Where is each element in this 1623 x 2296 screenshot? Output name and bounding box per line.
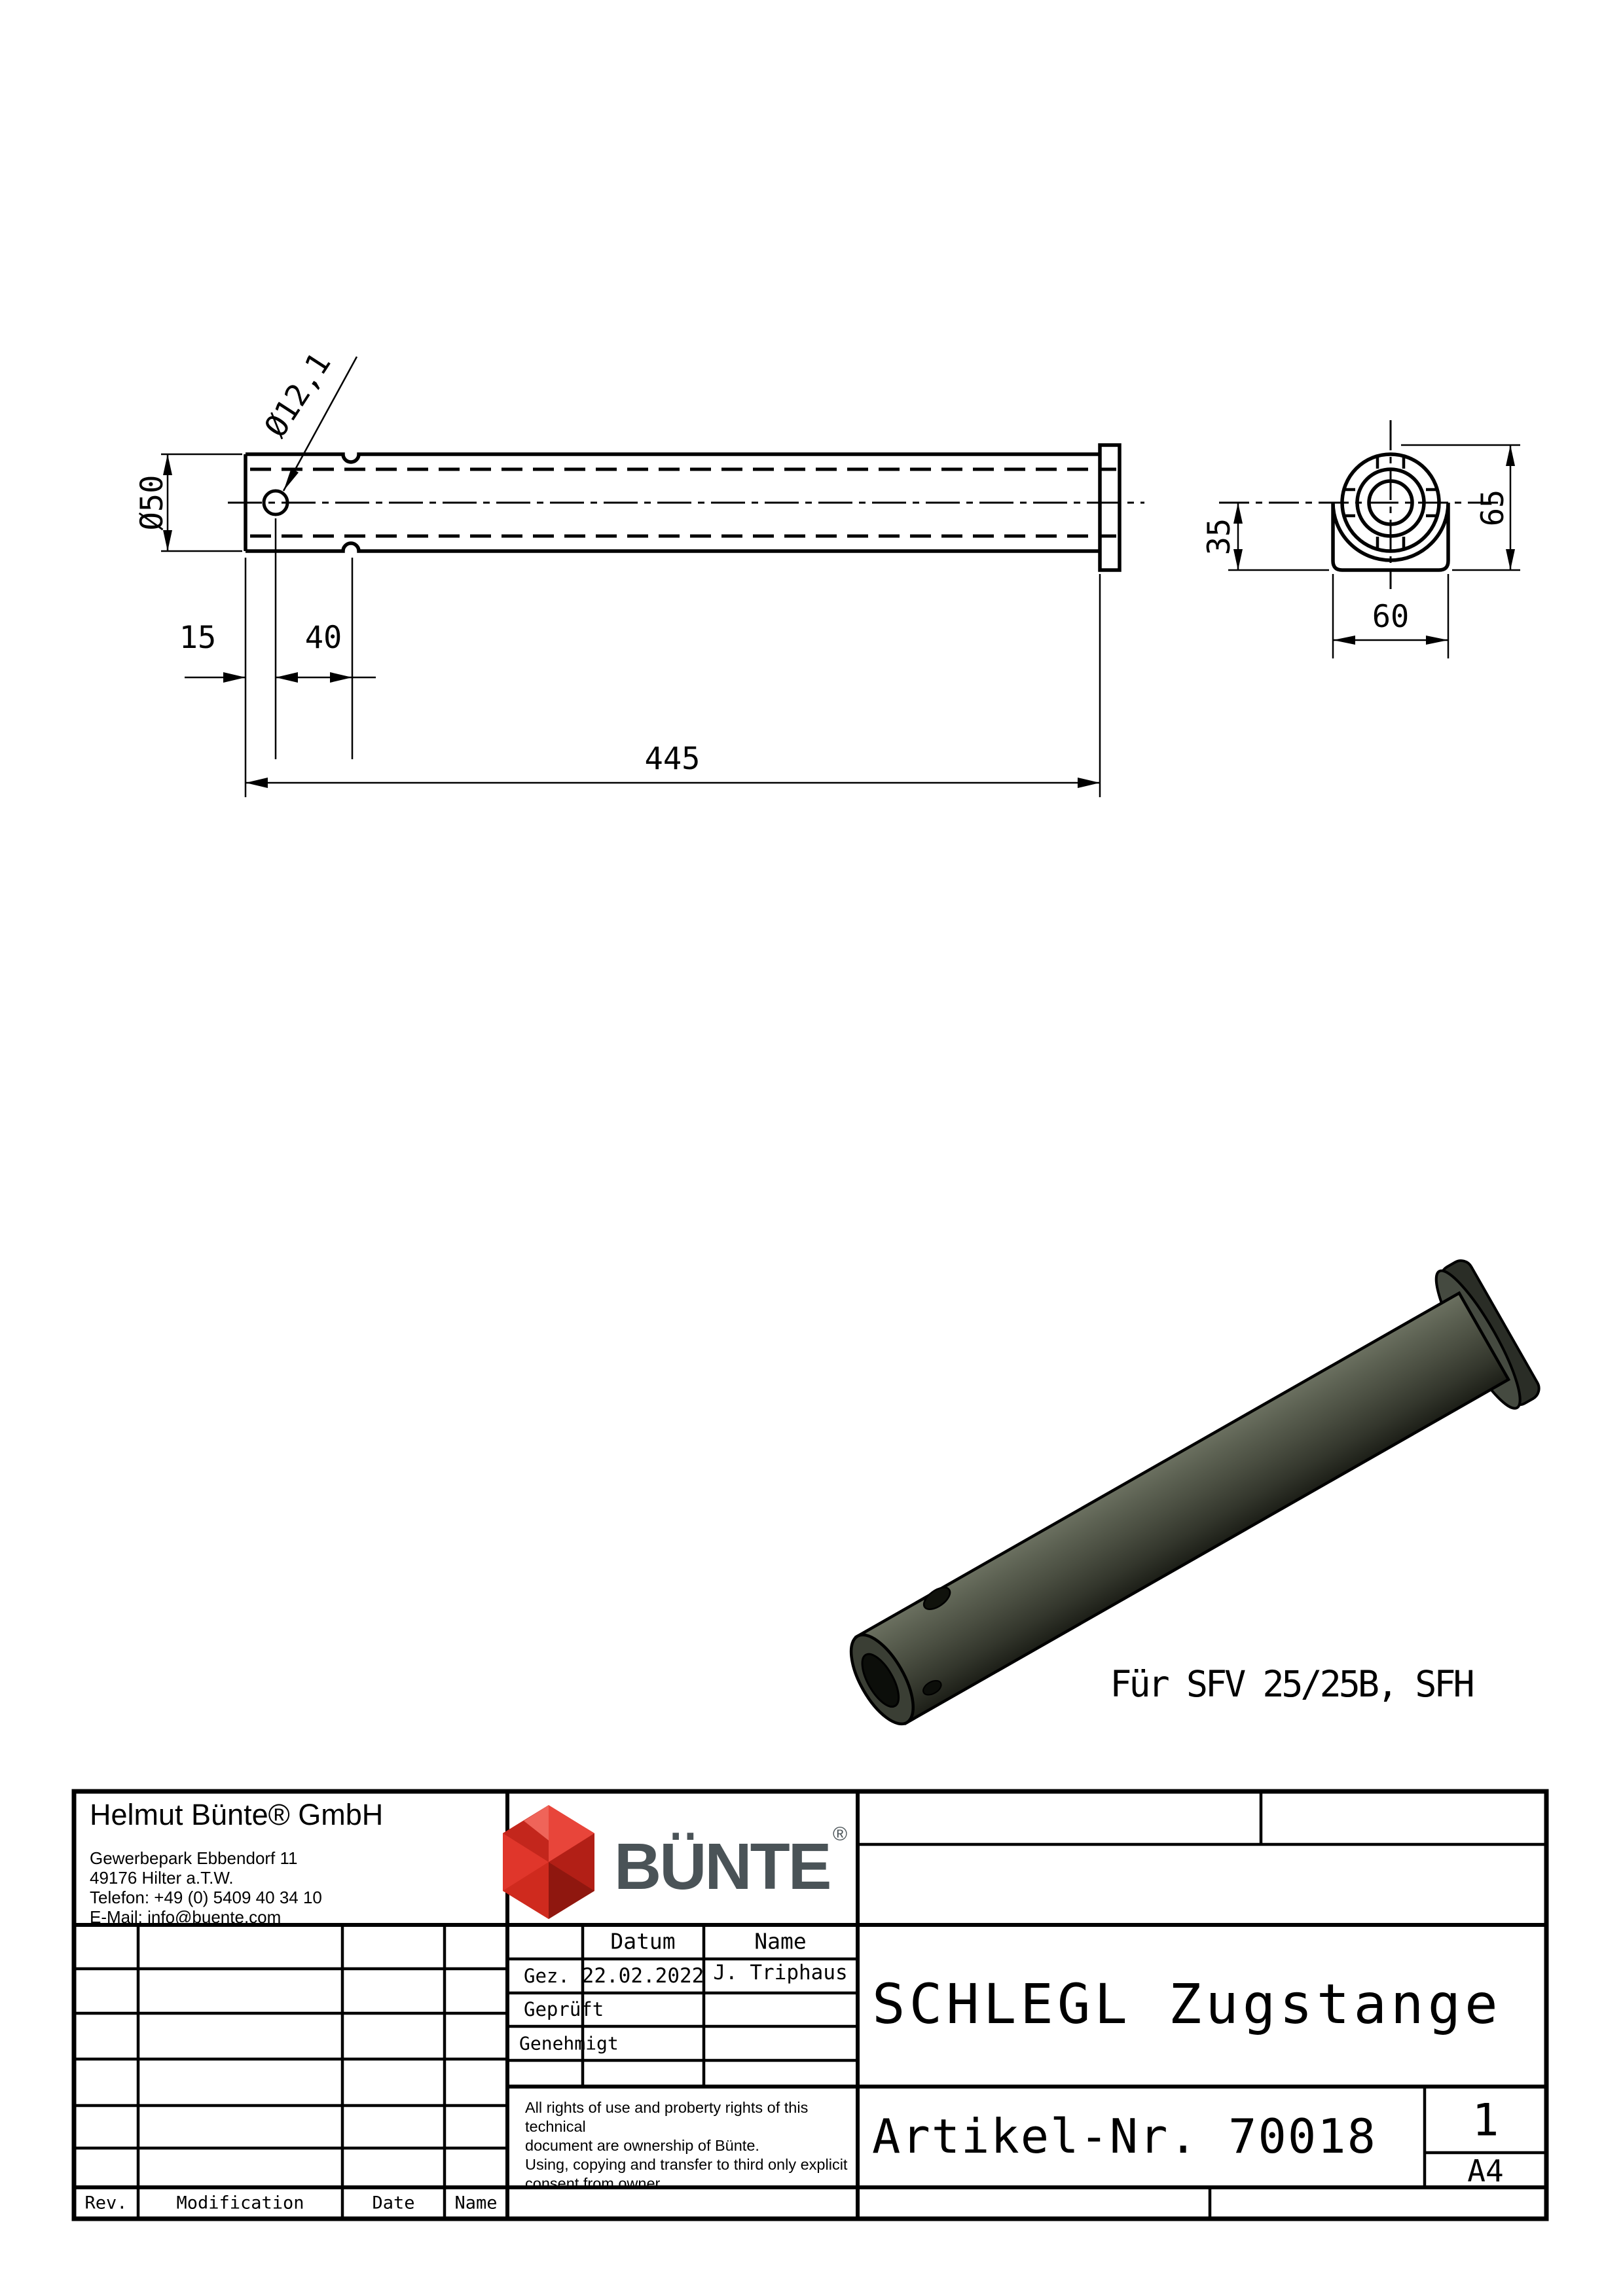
- name-column-label: Name: [454, 2193, 498, 2214]
- drawing-title: SCHLEGL Zugstange: [872, 1972, 1502, 2036]
- col-header-datum: Datum: [610, 1928, 676, 1954]
- row-label-gez: Gez.: [524, 1965, 570, 1987]
- side-view-dimensions: [161, 357, 1100, 797]
- col-header-name: Name: [754, 1928, 807, 1954]
- modification-column-label: Modification: [176, 2193, 304, 2214]
- row-label-genehmigt: Genehmigt: [519, 2032, 619, 2054]
- rights-disclaimer: All rights of use and proberty rights of this technical document are ownership of Bünte. Using, copying and transfer to third only explicit consent from owner.: [525, 2099, 848, 2192]
- date-column-label: Date: [372, 2193, 415, 2214]
- dim-35: 35: [1201, 518, 1237, 556]
- rod-bottom-edge: [246, 543, 1100, 551]
- dim-445: 445: [644, 741, 701, 777]
- dim-60: 60: [1372, 599, 1410, 635]
- usage-caption: Für SFV 25/25B, SFH: [1110, 1663, 1472, 1705]
- dim-15: 15: [179, 620, 217, 656]
- side-view-arrowheads: [163, 454, 1100, 788]
- logo-wordmark: BÜNTE: [614, 1830, 830, 1903]
- row-label-geprueft: Geprüft: [524, 1998, 604, 2020]
- dim-65: 65: [1475, 489, 1511, 527]
- dim-hole-diameter: Ø12,1: [257, 346, 338, 444]
- company-name: Helmut Bünte® GmbH: [90, 1798, 384, 1831]
- gez-datum-value: 22.02.2022: [581, 1964, 704, 1988]
- sheet-number: 1: [1472, 2094, 1499, 2147]
- dim-40: 40: [304, 620, 342, 656]
- rod-top-edge: [246, 454, 1100, 462]
- article-number: Artikel-Nr. 70018: [872, 2109, 1377, 2164]
- gez-name-value: J. Triphaus: [713, 1961, 848, 1984]
- rev-column-label: Rev.: [84, 2193, 128, 2214]
- paper-size: A4: [1467, 2153, 1504, 2189]
- flange-side: [1100, 445, 1120, 570]
- company-address: Gewerbepark Ebbendorf 11 49176 Hilter a.T.W. Telefon: +49 (0) 5409 40 34 10 E-Mail: info@buente.com: [90, 1848, 322, 1927]
- side-view: [228, 445, 1144, 570]
- cylinder-3d-body: [856, 1293, 1508, 1723]
- dim-diameter-outer: Ø50: [134, 475, 170, 531]
- buente-logo: [503, 1805, 847, 1919]
- logo-registered-mark: ®: [833, 1823, 848, 1845]
- logo-gem-icon: [503, 1805, 594, 1919]
